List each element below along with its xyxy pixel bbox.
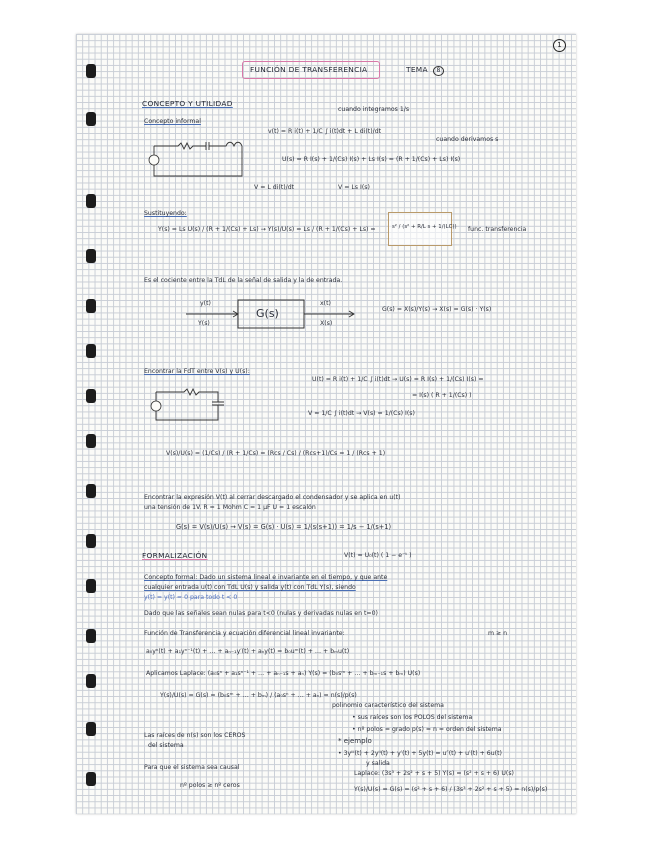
- rc-circuit-diagram: [148, 386, 248, 424]
- exercise-question: una tensión de 1V. R = 1 Mohm C = 1 μF U = 1 escalón: [144, 504, 316, 511]
- exercise-question: Encontrar la expresión V(t) al cerrar descargado el condensador y se aplica en u(t): [144, 494, 401, 501]
- topic-label: TEMA: [406, 65, 428, 74]
- notebook-page: [76, 34, 576, 814]
- definition-text: Concepto formal: Dado un sistema lineal e invariante en el tiempo, y que ante: [144, 574, 388, 581]
- equation: Y(s) = Ls U(s) / (R + 1/(Cs) + Ls) → Y(s)/U(s) = Ls / (R + 1/(Cs) + Ls) =: [158, 226, 376, 233]
- exercise-question: Encontrar la FdT entre V(s) y U(s):: [144, 368, 250, 375]
- note: nº polos ≥ nº ceros: [180, 782, 240, 789]
- binder-hole: [86, 194, 96, 208]
- binder-hole: [86, 64, 96, 78]
- rlc-circuit-diagram: [148, 138, 248, 180]
- label-transfer-function: func. transferencia: [468, 226, 527, 233]
- equation: v(t) = R i(t) + 1/C ∫ i(t)dt + L di(t)/dt: [268, 128, 382, 135]
- note: polinomio característico del sistema: [332, 702, 444, 709]
- equation: G(s) = X(s)/Y(s) → X(s) = G(s) · Y(s): [382, 306, 492, 313]
- bullet: • nº polos = grado p(s) = n = orden del sistema: [352, 726, 502, 733]
- equation: Y(s)/U(s) = G(s) = (b₀sᵐ + … + bₘ) / (a₀sⁿ + … + aₙ) = n(s)/p(s): [160, 692, 357, 699]
- equation: Aplicamos Laplace: (a₀sⁿ + a₁sⁿ⁻¹ + … + aₙ₋₁s + aₙ) Y(s) = (b₀sᵐ + … + bₘ₋₁s + bₘ) U(s): [146, 670, 421, 677]
- bullet: • sus raíces son los POLOS del sistema: [352, 714, 473, 721]
- example-equation: • 3yⁱⁱⁱ(t) + 2yⁱⁱ(t) + y′(t) + 5y(t) = u″(t) + u′(t) + 6u(t): [338, 750, 502, 757]
- definition-text: Dado que las señales sean nulas para t<0 (nulas y derivadas nulas en t=0): [144, 610, 378, 617]
- note-derivative: cuando derivamos s: [436, 136, 499, 143]
- example-label: * ejemplo: [338, 737, 372, 745]
- definition-text: cualquier entrada u(t) con TdL U(s) y salida y(t) con TdL Y(s), siendo: [144, 584, 356, 591]
- definition-text: Es el cociente entre la TdL de la señal de salida y la de entrada.: [144, 277, 343, 284]
- binder-hole: [86, 629, 96, 643]
- block-label: G(s): [256, 307, 279, 320]
- equation: G(s) = V(s)/U(s) → V(s) = G(s) · U(s) = 1/(s(s+1)) = 1/s − 1/(s+1): [176, 523, 392, 531]
- binder-hole: [86, 112, 96, 126]
- note: Las raíces de n(s) son los CEROS: [144, 732, 246, 739]
- output-laplace: X(s): [320, 320, 333, 327]
- binder-hole: [86, 484, 96, 498]
- binder-hole: [86, 772, 96, 786]
- equation: = I(s) ( R + 1/(Cs) ): [412, 392, 472, 399]
- binder-hole: [86, 299, 96, 313]
- example-equation: Laplace: (3s³ + 2s² + s + 5) Y(s) = (s² + s + 6) U(s): [354, 770, 514, 777]
- equation: V = 1/C ∫ i(t)dt → V(s) = 1/(Cs) I(s): [308, 410, 415, 417]
- equation: V(t) = U₀(t) ( 1 − e⁻ᵗ ): [344, 552, 412, 559]
- boxed-transfer-function: s² / (s² + R/L s + 1/(LC)): [392, 224, 457, 230]
- example-equation: Y(s)/U(s) = G(s) = (s² + s + 6) / (3s³ + 2s² + s + 5) = n(s)/p(s): [354, 786, 548, 793]
- binder-hole: [86, 722, 96, 736]
- binder-hole: [86, 344, 96, 358]
- binder-hole: [86, 434, 96, 448]
- note: del sistema: [148, 742, 184, 749]
- binder-hole: [86, 249, 96, 263]
- equation: U(t) = R i(t) + 1/C ∫ i(t)dt → U(s) = R I(s) + 1/(Cs) I(s) =: [312, 376, 484, 383]
- page-title: FUNCIÓN DE TRANSFERENCIA: [250, 65, 368, 74]
- equation: V(s)/U(s) = (1/Cs) / (R + 1/Cs) = (Rcs / Cs) / (Rcs+1)/Cs = 1 / (Rcs + 1): [166, 450, 386, 457]
- equation: a₀yⁿ(t) + a₁yⁿ⁻¹(t) + … + aₙ₋₁y′(t) + aₙy(t) = b₀uᵐ(t) + … + bₘu(t): [146, 648, 350, 655]
- equation: U(s) = R I(s) + 1/(Cs) I(s) + Ls I(s) = (R + 1/(Cs) + Ls) I(s): [282, 156, 461, 163]
- equation: V = L di(t)/dt: [254, 184, 295, 191]
- section-heading: CONCEPTO Y UTILIDAD: [142, 99, 233, 108]
- definition-text: y(t) = y(t) = 0 para todo t < 0: [144, 594, 238, 601]
- binder-hole: [86, 674, 96, 688]
- page-number: 1: [553, 39, 566, 52]
- subheading: Concepto informal: [144, 118, 201, 125]
- binder-hole: [86, 579, 96, 593]
- input-laplace: Y(s): [198, 320, 210, 327]
- definition-text: Función de Transferencia y ecuación diferencial lineal invariante:: [144, 630, 345, 637]
- condition: m ≥ n: [488, 630, 508, 637]
- example-note: y salida: [366, 760, 390, 767]
- label-substitute: Sustituyendo:: [144, 210, 187, 217]
- section-heading: FORMALIZACIÓN: [142, 551, 208, 560]
- binder-hole: [86, 389, 96, 403]
- output-time: x(t): [320, 300, 331, 307]
- note-integral: cuando integramos 1/s: [338, 106, 410, 113]
- equation: V = Ls I(s): [338, 184, 370, 191]
- topic-number: 8: [433, 66, 444, 76]
- binder-hole: [86, 534, 96, 548]
- note: Para que el sistema sea causal: [144, 764, 240, 771]
- input-time: y(t): [200, 300, 211, 307]
